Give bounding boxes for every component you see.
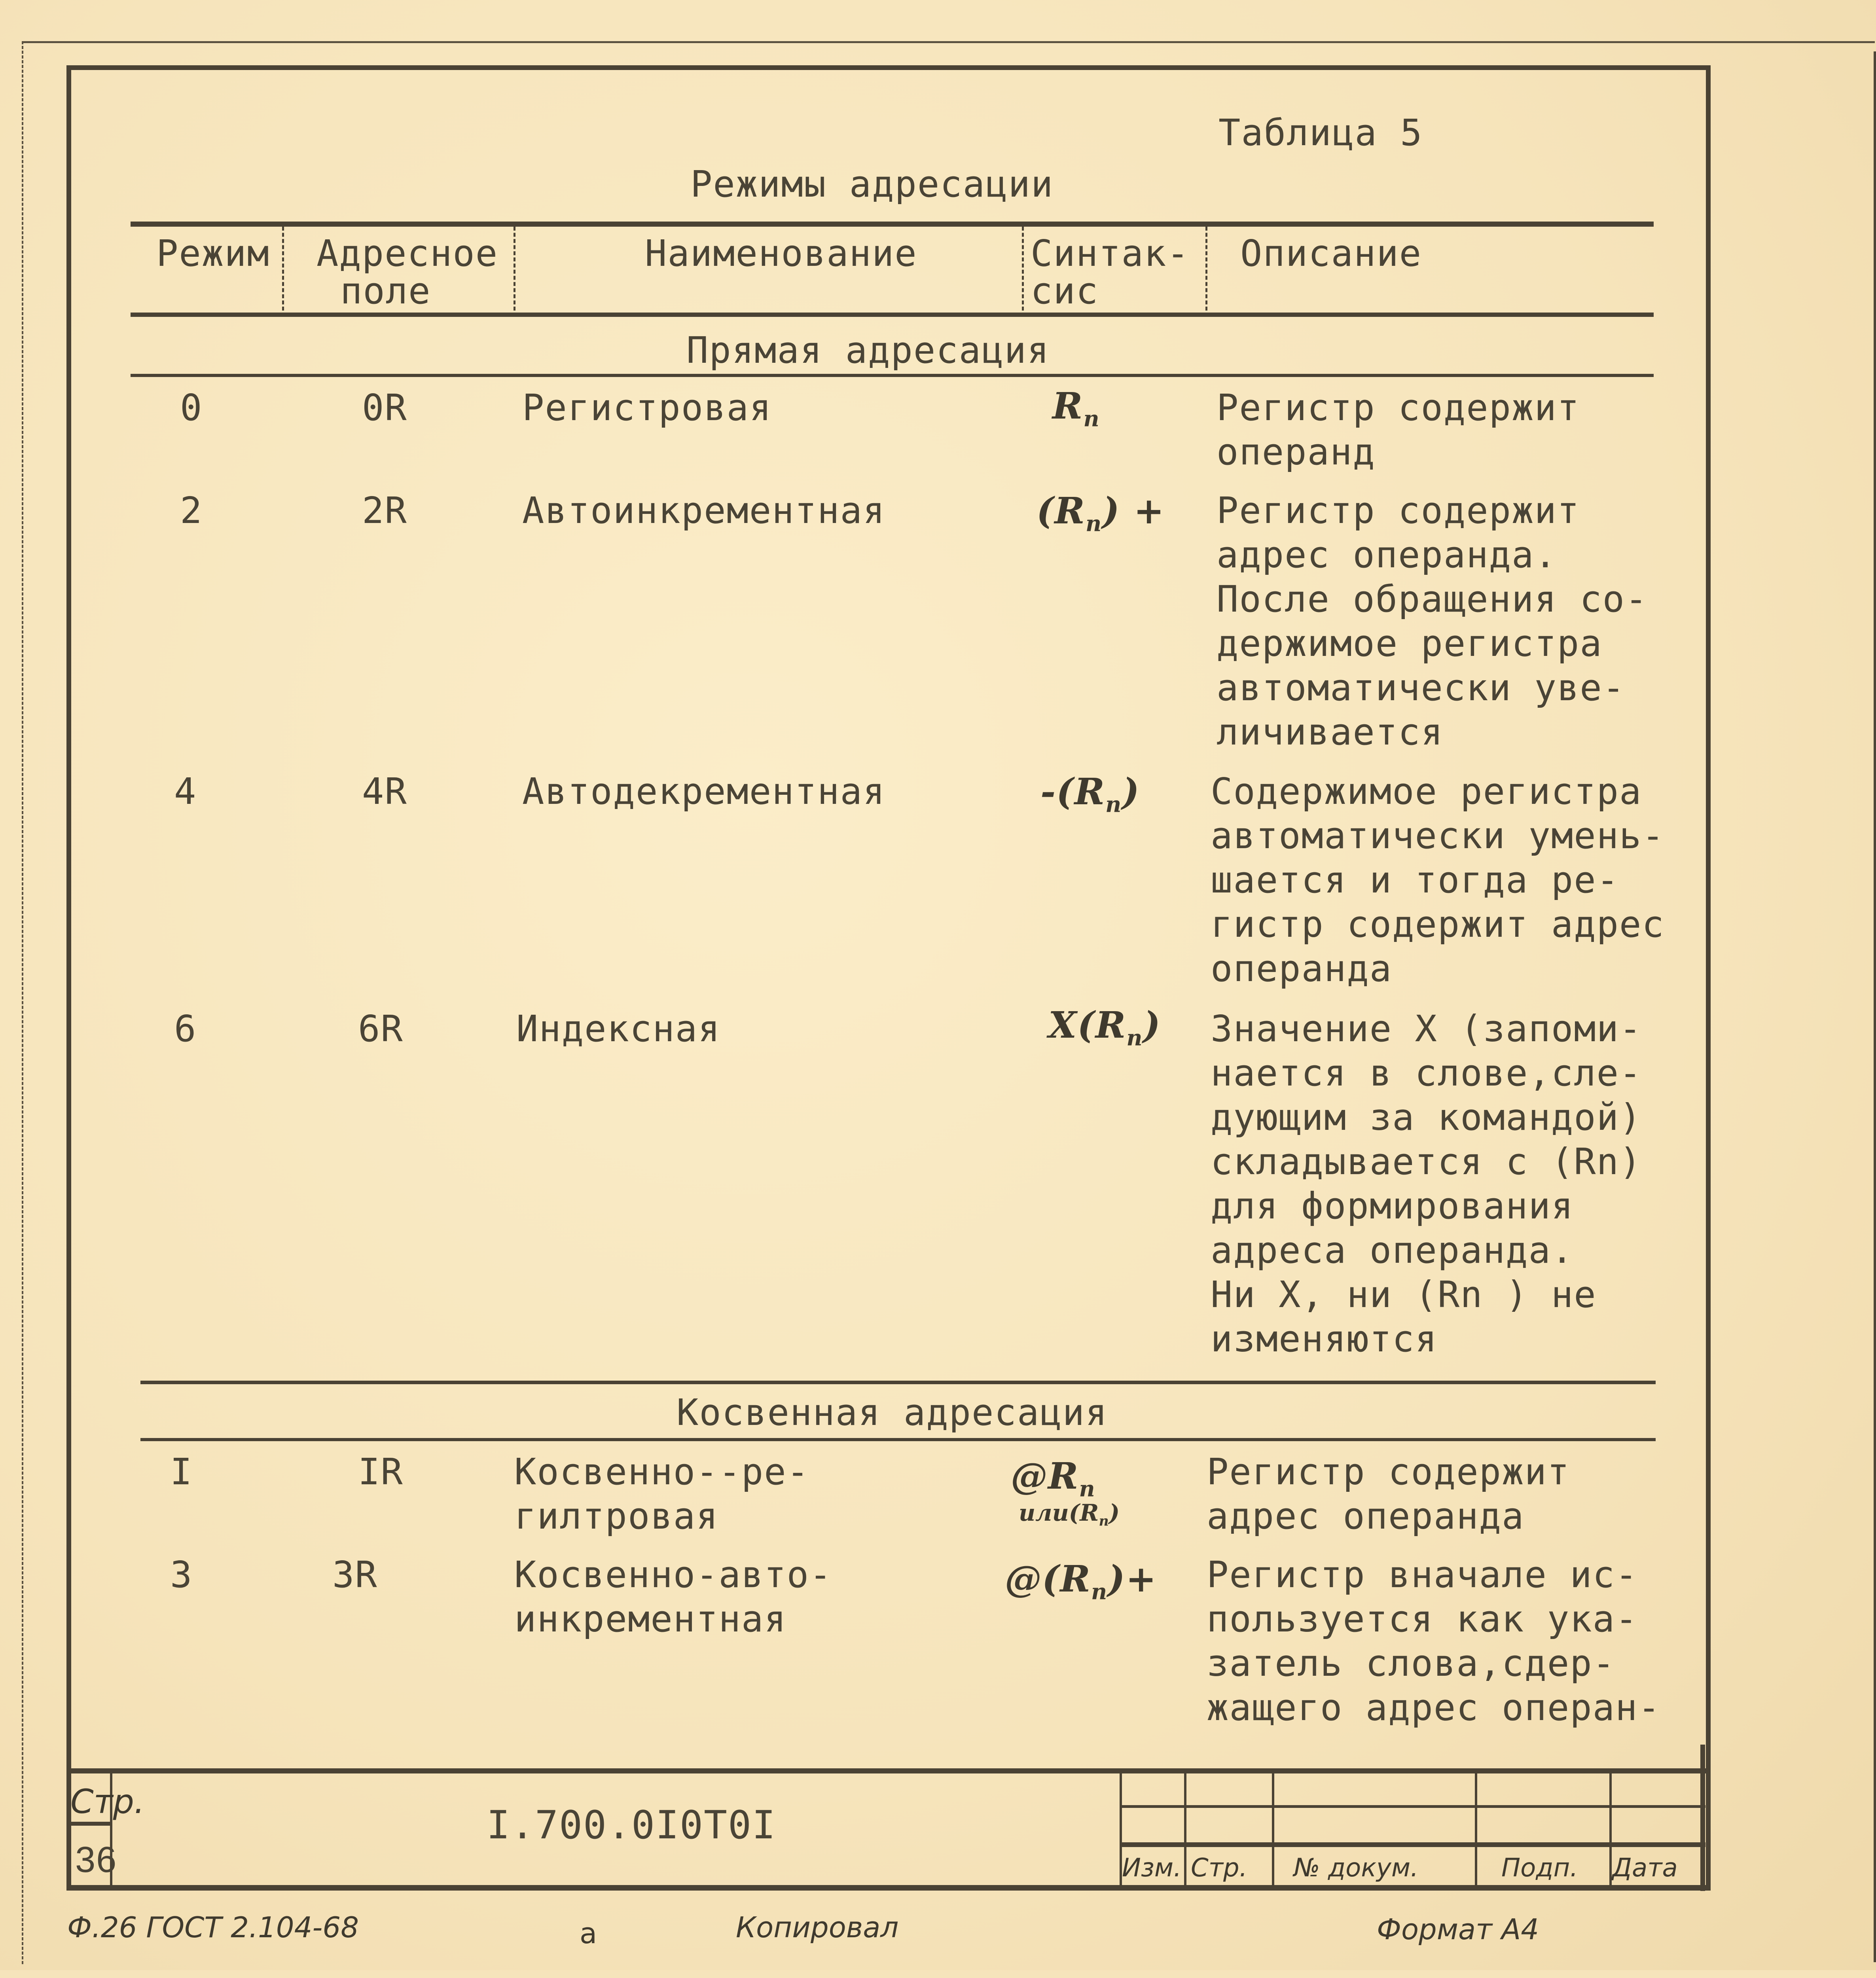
title-block-mid-rule bbox=[1121, 1805, 1705, 1808]
header-address-field-2: поле bbox=[340, 270, 431, 312]
cell-syntax: $-(R_n)$ bbox=[1040, 770, 1140, 818]
cell-name: Индексная bbox=[516, 1008, 721, 1050]
header-divider bbox=[1205, 227, 1207, 311]
table-number: Таблица 5 bbox=[1218, 112, 1423, 154]
cell-description: Регистр содержит операнд bbox=[1217, 387, 1580, 473]
page-box-divider bbox=[66, 1822, 111, 1826]
title-block-bottom-rule bbox=[66, 1885, 1706, 1891]
header-syntax: Синтак- bbox=[1031, 232, 1190, 275]
cell-name: Автодекрементная bbox=[522, 770, 886, 813]
header-divider bbox=[1022, 227, 1024, 311]
cell-syntax: $@(R_n)+$ bbox=[1005, 1557, 1157, 1605]
cell-syntax: $R_n$ bbox=[1052, 385, 1100, 432]
cell-field: 3R bbox=[332, 1554, 378, 1596]
cell-syntax-alt: $или(R_n)$ bbox=[1019, 1499, 1120, 1529]
sheet-letter: а bbox=[580, 1917, 597, 1950]
cell-description: Регистр содержит адрес операнда. После обращения со- держимое регистра автоматически уве- личивается bbox=[1217, 489, 1648, 753]
format-label: Формат А4 bbox=[1377, 1913, 1539, 1946]
header-name: Наименование bbox=[645, 232, 917, 275]
cell-syntax: $(R_n)$ + bbox=[1037, 489, 1165, 537]
grid-line bbox=[1272, 1773, 1274, 1886]
label-change: Изм. bbox=[1122, 1853, 1182, 1883]
cell-field: IR bbox=[358, 1451, 404, 1493]
section-title-direct: Прямая адресация bbox=[686, 329, 1050, 371]
cell-field: 4R bbox=[362, 770, 407, 813]
outer-frame-right bbox=[1874, 51, 1876, 1962]
grid-line bbox=[1609, 1773, 1612, 1886]
header-mode: Режим bbox=[156, 232, 270, 275]
section-title-indirect: Косвенная адресация bbox=[676, 1391, 1108, 1434]
header-divider bbox=[282, 227, 284, 311]
title-block-label-rule bbox=[1121, 1842, 1705, 1847]
label-signature: Подп. bbox=[1501, 1853, 1578, 1883]
header-description: Описание bbox=[1240, 232, 1422, 275]
page-label: Стр. bbox=[70, 1782, 145, 1821]
cell-description: Содержимое регистра автоматически умень- шается и тогда ре- гистр содержит адрес операнда bbox=[1211, 770, 1665, 990]
document-code: I.700.0I0T0I bbox=[487, 1803, 777, 1848]
cell-field: 2R bbox=[362, 489, 407, 532]
cell-mode: 4 bbox=[174, 770, 197, 813]
cell-name: Автоинкрементная bbox=[522, 489, 886, 532]
header-top-rule bbox=[131, 222, 1654, 227]
cell-syntax: $X(R_n)$ bbox=[1048, 1004, 1162, 1051]
form-stamp: Ф.26 ГОСТ 2.104-68 bbox=[67, 1911, 359, 1944]
page-number: 36 bbox=[75, 1840, 117, 1880]
cell-syntax: $@R_n$ bbox=[1011, 1455, 1096, 1502]
grid-line bbox=[1475, 1773, 1477, 1886]
cell-field: 0R bbox=[362, 387, 407, 429]
cell-description: Регистр вначале ис- пользуется как ука- затель слова,сдер- жащего адрес операн- bbox=[1207, 1554, 1661, 1729]
header-divider bbox=[514, 227, 515, 311]
cell-mode: I bbox=[170, 1451, 193, 1493]
cell-mode: 2 bbox=[180, 489, 203, 532]
cell-description: Значение X (запоми- нается в слове,сле- дующим за командой) складывается с (Rn) для формирования адреса операнда. Ни X, ни (Rn ) не изменяются bbox=[1211, 1008, 1642, 1360]
inner-frame-right-bottom bbox=[1700, 1745, 1705, 1891]
table-title: Режимы адресации bbox=[690, 163, 1054, 205]
section-rule bbox=[131, 374, 1654, 377]
copied-label: Копировал bbox=[736, 1911, 899, 1944]
cell-field: 6R bbox=[358, 1008, 404, 1050]
label-sheet: Стр. bbox=[1191, 1853, 1247, 1883]
label-doc-number: № докум. bbox=[1294, 1853, 1419, 1883]
grid-line bbox=[1184, 1773, 1186, 1886]
cell-mode: 0 bbox=[180, 387, 203, 429]
cell-description: Регистр содержит адрес операнда bbox=[1207, 1451, 1570, 1537]
cell-mode: 6 bbox=[174, 1008, 197, 1050]
cell-name: Косвенно--ре- гилтровая bbox=[514, 1451, 810, 1537]
header-address-field: Адресное bbox=[316, 232, 498, 275]
cell-name: Регистровая bbox=[522, 387, 772, 429]
label-date: Дата bbox=[1612, 1853, 1678, 1883]
cell-mode: 3 bbox=[170, 1554, 193, 1596]
header-syntax-2: сис bbox=[1031, 270, 1099, 312]
title-block-top-rule bbox=[66, 1768, 1706, 1773]
section-rule bbox=[140, 1381, 1656, 1384]
section-rule bbox=[140, 1438, 1656, 1441]
header-bottom-rule bbox=[131, 313, 1654, 317]
cell-name: Косвенно-авто- инкрементная bbox=[514, 1554, 832, 1640]
